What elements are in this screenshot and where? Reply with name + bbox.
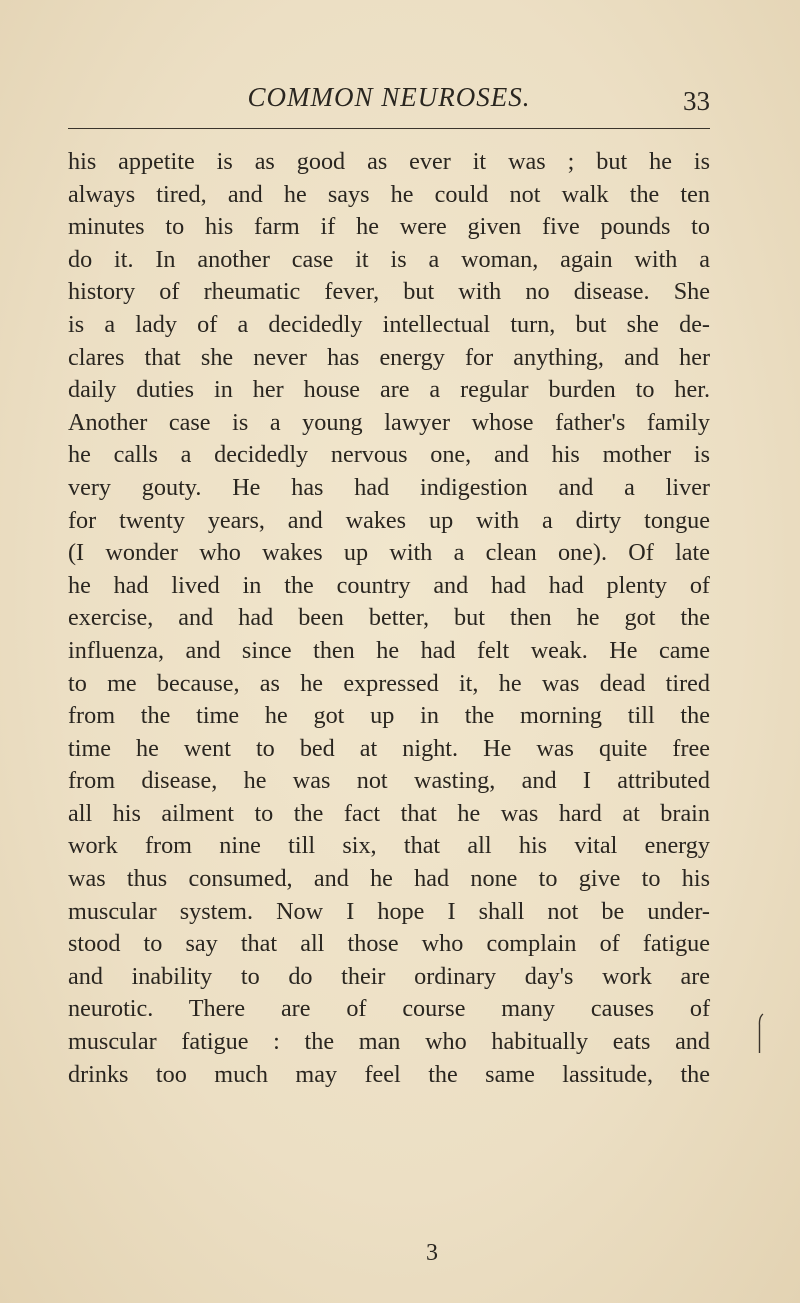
text-line: is a lady of a decidedly intellectual turn, but she de- bbox=[68, 310, 710, 338]
running-title: COMMON NEUROSES. bbox=[247, 82, 531, 112]
text-line: Another case is a young lawyer whose father's family bbox=[68, 408, 710, 436]
text-line: from the time he got up in the morning till the bbox=[68, 702, 710, 730]
text-line: from disease, he was not wasting, and I attributed bbox=[68, 767, 710, 795]
page-header bbox=[68, 80, 710, 120]
text-line: muscular system. Now I hope I shall not be under- bbox=[68, 897, 710, 925]
text-line: all his ailment to the fact that he was hard at brain bbox=[68, 799, 710, 827]
text-line: he calls a decidedly nervous one, and his mother is bbox=[68, 441, 710, 469]
text-line: was thus consumed, and he had none to give to his bbox=[68, 865, 710, 893]
text-line: and inability to do their ordinary day's work are bbox=[68, 962, 710, 990]
text-line: history of rheumatic fever, but with no disease. She bbox=[68, 278, 710, 306]
text-line: neurotic. There are of course many causes of bbox=[68, 995, 710, 1023]
signature-number: 3 bbox=[426, 1240, 438, 1266]
text-line: drinks too much may feel the same lassitude, the bbox=[68, 1060, 710, 1088]
text-line: (I wonder who wakes up with a clean one). Of late bbox=[68, 539, 710, 567]
text-line: very gouty. He has had indigestion and a liver bbox=[68, 473, 710, 501]
text-line: minutes to his farm if he were given five pounds to bbox=[68, 213, 710, 241]
text-line: for twenty years, and wakes up with a dirty tongue bbox=[68, 506, 710, 534]
text-line: exercise, and had been better, but then he got the bbox=[68, 604, 710, 632]
text-line: stood to say that all those who complain of fatigue bbox=[68, 930, 710, 958]
body-text bbox=[68, 146, 710, 1091]
text-line: he had lived in the country and had had plenty of bbox=[68, 571, 710, 599]
text-line: his appetite is as good as ever it was ; but he is bbox=[68, 148, 710, 175]
text-line: do it. In another case it is a woman, again with a bbox=[68, 245, 710, 273]
text-line: always tired, and he says he could not walk the ten bbox=[68, 180, 710, 208]
text-line: influenza, and since then he had felt weak. He came bbox=[68, 636, 710, 664]
text-line: time he went to bed at night. He was quite free bbox=[68, 734, 710, 762]
text-line: to me because, as he expressed it, he was dead tired bbox=[68, 669, 710, 697]
header-rule bbox=[68, 128, 710, 129]
signature-mark bbox=[0, 1238, 800, 1268]
text-line: work from nine till six, that all his vital energy bbox=[68, 832, 710, 860]
margin-bracket-mark bbox=[758, 1013, 764, 1055]
text-line: clares that she never has energy for anything, and her bbox=[68, 343, 710, 371]
text-line: muscular fatigue : the man who habitually eats and bbox=[68, 1028, 710, 1056]
page-number: 33 bbox=[683, 86, 710, 116]
text-line: daily duties in her house are a regular burden to her. bbox=[68, 376, 710, 404]
